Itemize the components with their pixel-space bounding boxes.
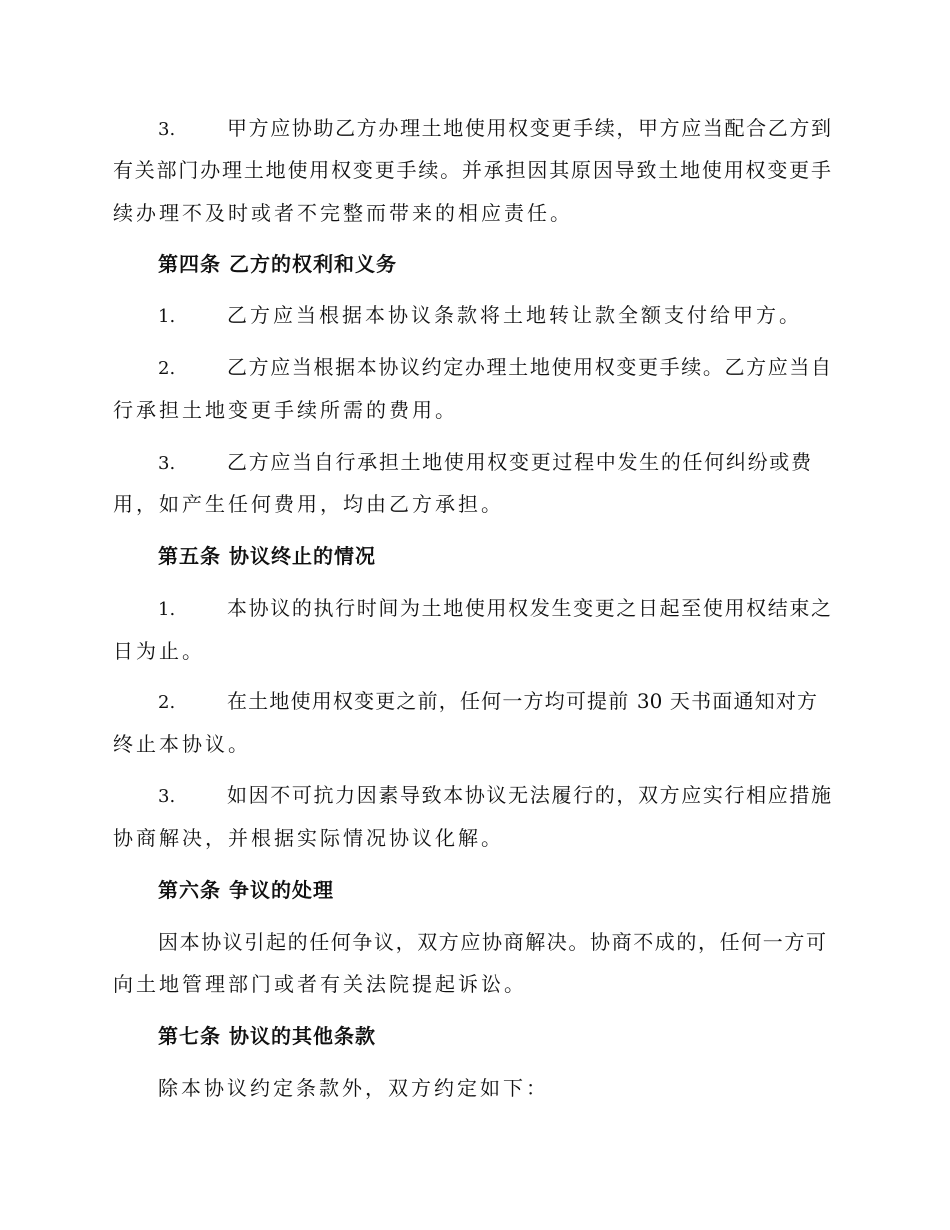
- paragraph-line: 因本协议引起的任何争议，双方应协商解决。协商不成的，任何一方可: [158, 930, 826, 954]
- item-number: 3.: [158, 786, 176, 807]
- item-text-line: 乙方应当自行承担土地使用权变更过程中发生的任何纠纷或费: [227, 450, 811, 474]
- paragraph-line: 除本协议约定条款外，双方约定如下：: [158, 1076, 549, 1100]
- item-text-line: 乙方应当根据本协议条款将土地转让款全额支付给甲方。: [227, 303, 802, 327]
- item-text-line: 甲方应协助乙方办理土地使用权变更手续，甲方应当配合乙方到: [227, 116, 831, 140]
- paragraph-line: 向土地管理部门或者有关法院提起诉讼。: [113, 972, 527, 996]
- item-text-line: 协商解决，并根据实际情况协议化解。: [113, 826, 504, 850]
- section-heading: 第四条 乙方的权利和义务: [158, 252, 397, 276]
- section-heading: 第六条 争议的处理: [158, 878, 334, 902]
- item-text-line: 续办理不及时或者不完整而带来的相应责任。: [113, 201, 573, 225]
- item-text-line: 本协议的执行时间为土地使用权发生变更之日起至使用权结束之: [227, 596, 831, 620]
- item-number: 3.: [158, 119, 176, 140]
- item-text-line: 用，如产生任何费用，均由乙方承担。: [113, 492, 504, 516]
- item-number: 3.: [158, 453, 176, 474]
- item-number: 2.: [158, 692, 176, 713]
- item-text-line: 终止本协议。: [113, 732, 251, 756]
- section-heading: 第七条 协议的其他条款: [158, 1024, 376, 1048]
- item-text-line: 在土地使用权变更之前，任何一方均可提前 30 天书面通知对方: [227, 689, 817, 713]
- item-text-line: 乙方应当根据本协议约定办理土地使用权变更手续。乙方应当自: [227, 355, 831, 379]
- item-number: 1.: [158, 306, 176, 327]
- item-number: 1.: [158, 599, 176, 620]
- item-text-line: 行承担土地变更手续所需的费用。: [113, 398, 458, 422]
- item-text-line: 有关部门办理土地使用权变更手续。并承担因其原因导致土地使用权变更手: [113, 158, 831, 182]
- item-text-line: 日为止。: [113, 639, 205, 663]
- section-heading: 第五条 协议终止的情况: [158, 544, 376, 568]
- item-text-line: 如因不可抗力因素导致本协议无法履行的，双方应实行相应措施: [227, 783, 831, 807]
- item-number: 2.: [158, 358, 176, 379]
